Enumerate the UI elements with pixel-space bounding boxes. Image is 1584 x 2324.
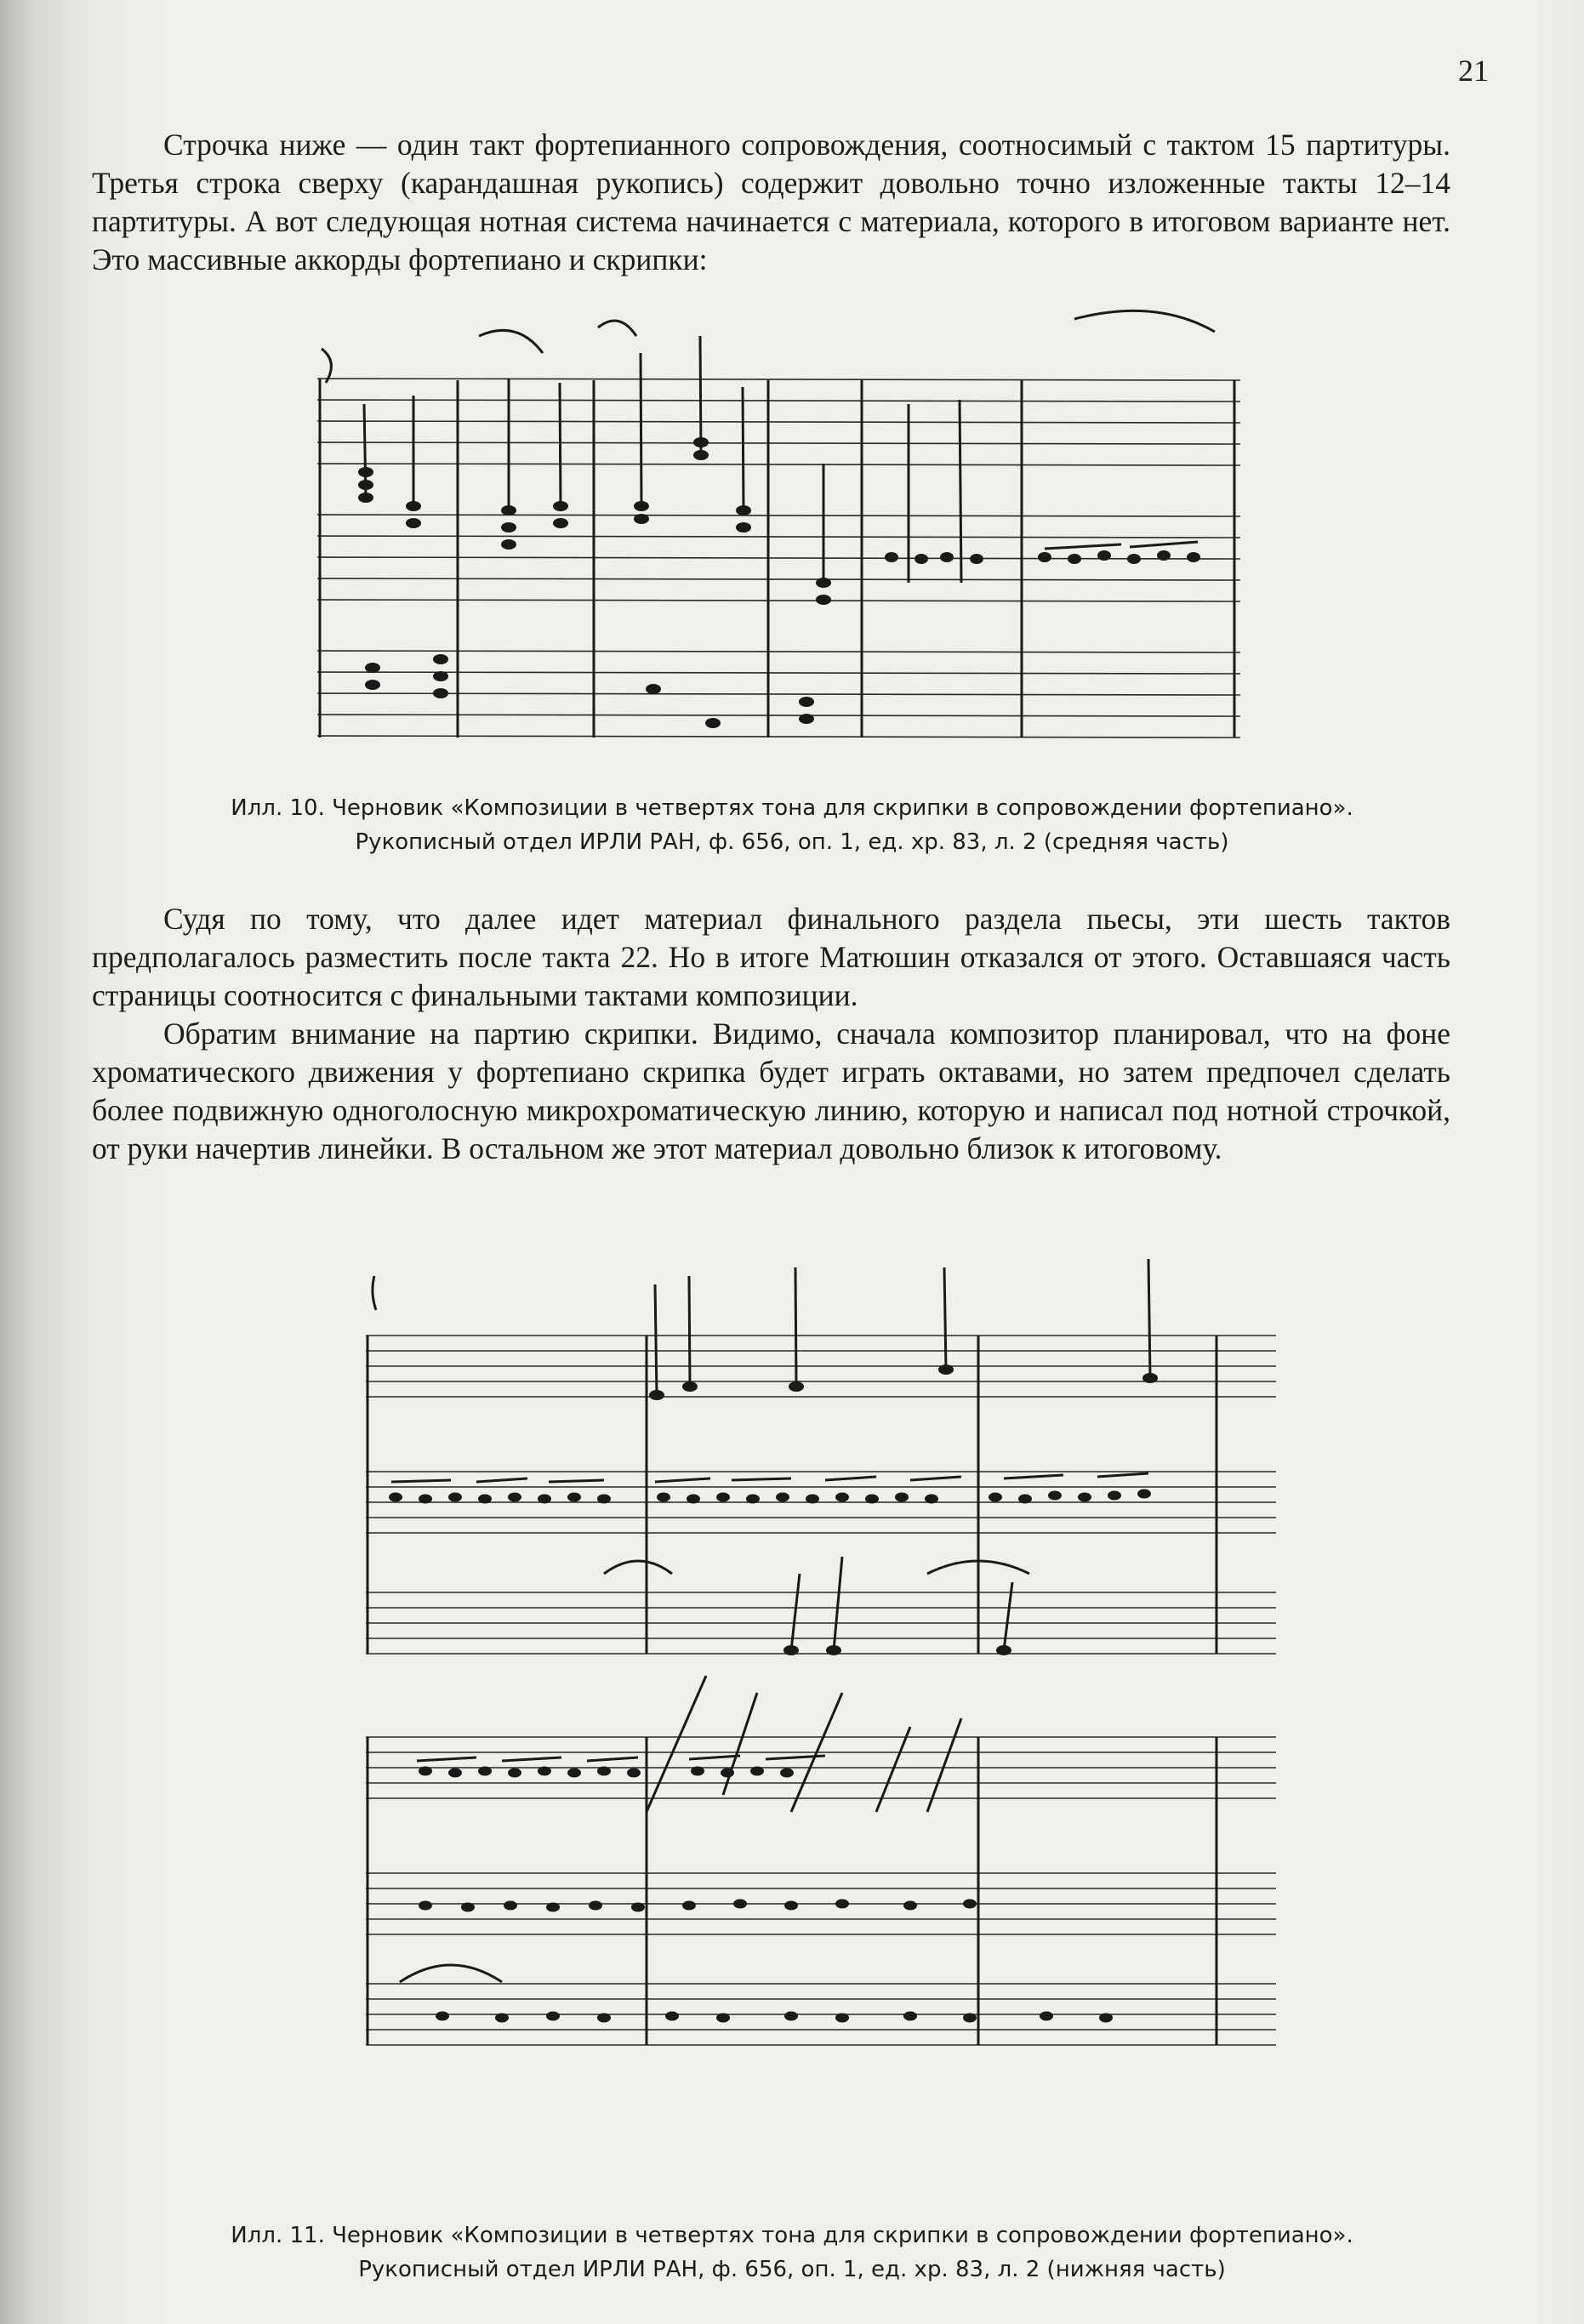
figure-caption-1 [128, 791, 1456, 859]
figure-caption-2 [128, 2219, 1456, 2287]
manuscript-figure-1 [313, 302, 1249, 778]
paragraph: Строчка ниже — один такт фортепианного сопровождения, соотносимый с тактом 15 партитуры. Третья строка сверху (карандашная рукопись) содержит довольно точно изложенные такты 12–14 партитуры. А вот следующая нотная система начинается с материала, которого в итоговом варианте нет. Это массивные аккорды фортепиано и скрипки: [92, 128, 1450, 276]
paragraph: Обратим внимание на партию скрипки. Видимо, сначала композитор планировал, что на фоне хроматического движения у фортепиано скрипка будет играть октавами, но затем предпочел сделать более подвижную одноголосную микрохроматическую линию, которую и написал под нотной строчкой, от руки начертив линейки. В остальном же этот материал довольно близок к итоговому. [92, 1017, 1450, 1165]
text-block-middle [92, 900, 1450, 1168]
manuscript-figure-2 [247, 1250, 1319, 2118]
caption-line: Илл. 10. Черновик «Композиции в четвертях тона для скрипки в сопровождении фортепиано». [231, 795, 1353, 821]
caption-line: Рукописный отдел ИРЛИ РАН, ф. 656, оп. 1, ед. хр. 83, л. 2 (нижняя часть) [358, 2257, 1226, 2282]
caption-line: Рукописный отдел ИРЛИ РАН, ф. 656, оп. 1, ед. хр. 83, л. 2 (средняя часть) [355, 829, 1229, 855]
caption-line: Илл. 11. Черновик «Композиции в четвертях тона для скрипки в сопровождении фортепиано». [231, 2223, 1353, 2248]
paragraph: Судя по тому, что далее идет материал финального раздела пьесы, эти шесть тактов предполагалось разместить после такта 22. Но в итоге Матюшин отказался от этого. Оставшаяся часть страницы соотносится с финальными тактами композиции. [92, 902, 1450, 1012]
page-number: 21 [1458, 54, 1489, 88]
text-block-top [92, 126, 1450, 279]
